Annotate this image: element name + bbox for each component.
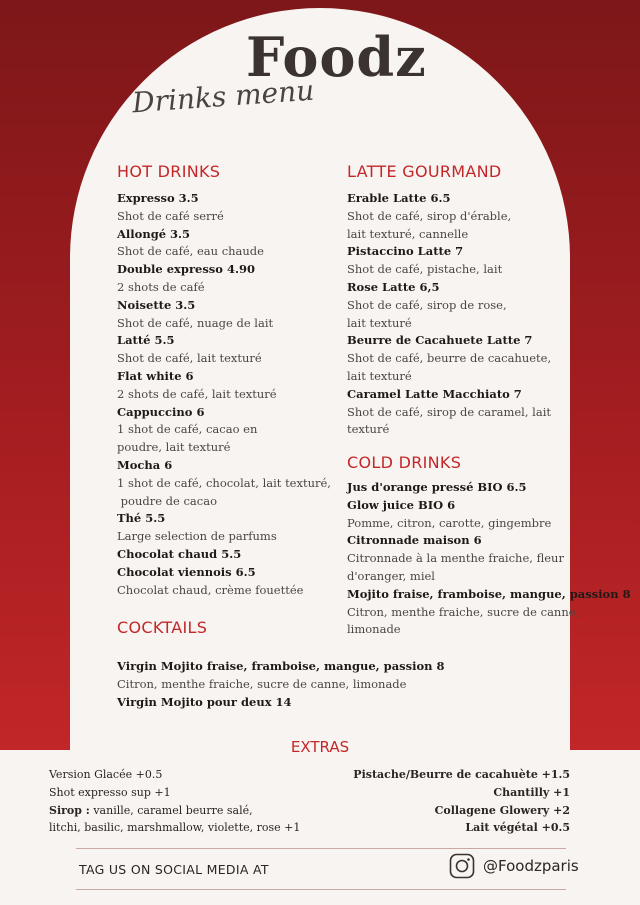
- menu-item-description: Shot de café serré: [117, 208, 224, 223]
- menu-item-name: Chocolat chaud 5.5: [117, 546, 242, 561]
- sirop-label: Sirop :: [49, 803, 90, 817]
- section-title-hot-drinks: HOT DRINKS: [117, 162, 221, 181]
- menu-item-name: Beurre de Cacahuete Latte 7: [347, 333, 533, 348]
- menu-item-description: Shot de café, sirop de rose,: [347, 297, 507, 312]
- menu-item-name: Expresso 3.5: [117, 191, 199, 205]
- menu-item-description: texturé: [347, 422, 390, 437]
- menu-item-name: Caramel Latte Macchiato 7: [347, 386, 522, 401]
- extras-left-list: [49, 766, 300, 837]
- menu-item-name: Cappuccino 6: [117, 404, 205, 419]
- menu-item-description: 1 shot de café, chocolat, lait texturé,: [117, 475, 331, 490]
- menu-item-name: Chocolat viennois 6.5: [117, 564, 256, 579]
- footer-top-divider: [76, 848, 566, 849]
- menu-item-description: Large selection de parfums: [117, 529, 277, 544]
- hot-drinks-list: [117, 190, 331, 599]
- menu-item-description: poudre de cacao: [117, 493, 218, 508]
- extra-item: [49, 802, 300, 820]
- menu-item-name: Mocha 6: [117, 457, 173, 472]
- menu-item-name: Mojito fraise, framboise, mangue, passion 8: [347, 586, 631, 601]
- menu-item-name: Pistaccino Latte 7: [347, 244, 464, 259]
- section-title-cocktails: COCKTAILS: [117, 618, 208, 637]
- menu-item-description: Shot de café, pistache, lait: [347, 262, 503, 277]
- extra-item: Shot expresso sup +1: [49, 785, 171, 799]
- extra-item: Chantilly +1: [493, 785, 570, 799]
- menu-item-description: 1 shot de café, cacao en: [117, 422, 258, 437]
- cocktails-list: [117, 658, 445, 711]
- menu-item-description: lait texturé: [347, 315, 412, 330]
- menu-item-name: Latté 5.5: [117, 333, 175, 348]
- menu-item-name: Thé 5.5: [117, 511, 166, 526]
- menu-item-name: Double expresso 4.90: [117, 262, 255, 277]
- menu-item-description: Shot de café, sirop d'érable,: [347, 208, 512, 223]
- menu-subtitle: Drinks menu: [131, 73, 316, 120]
- instagram-handle[interactable]: @Foodzparis: [483, 857, 579, 875]
- menu-item-description: Citron, menthe fraiche, sucre de canne,: [347, 604, 580, 619]
- cold-drinks-list: [347, 479, 631, 639]
- menu-item-description: Pomme, citron, carotte, gingembre: [347, 515, 552, 530]
- menu-item-description: lait texturé: [347, 368, 412, 383]
- menu-item-name: Glow juice BIO 6: [347, 497, 456, 512]
- menu-item-description: lait texturé, cannelle: [347, 226, 469, 241]
- extra-item: litchi, basilic, marshmallow, violette, rose +1: [49, 821, 301, 835]
- menu-item-description: Chocolat chaud, crème fouettée: [117, 582, 304, 597]
- social-tag-text: TAG US ON SOCIAL MEDIA AT: [79, 862, 269, 877]
- menu-item-description: Shot de café, sirop de caramel, lait: [347, 404, 552, 419]
- extra-item: Version Glacée +0.5: [49, 768, 163, 781]
- section-title-extras: EXTRAS: [290, 738, 350, 756]
- menu-item-name: Noisette 3.5: [117, 297, 196, 312]
- menu-item-description: Citronnade à la menthe fraiche, fleur: [347, 551, 564, 566]
- extra-item: Collagene Glowery +2: [434, 803, 570, 817]
- menu-item-description: 2 shots de café: [117, 279, 205, 294]
- menu-item-description: Citron, menthe fraiche, sucre de canne, limonade: [117, 676, 407, 691]
- menu-item-description: d'oranger, miel: [347, 568, 435, 583]
- menu-item-name: Jus d'orange pressé BIO 6.5: [347, 480, 527, 494]
- menu-item-name: Citronnade maison 6: [347, 533, 482, 548]
- instagram-icon[interactable]: [449, 853, 475, 879]
- menu-item-description: Shot de café, eau chaude: [117, 244, 264, 259]
- menu-item-description: Shot de café, lait texturé: [117, 351, 262, 366]
- menu-item-description: Shot de café, nuage de lait: [117, 315, 274, 330]
- menu-item-description: poudre, lait texturé: [117, 440, 231, 455]
- menu-item-description: limonade: [347, 622, 401, 637]
- menu-item-name: Virgin Mojito fraise, framboise, mangue, passion 8: [117, 659, 445, 673]
- section-title-latte-gourmand: LATTE GOURMAND: [347, 162, 502, 181]
- sirop-flavors: vanille, caramel beurre salé,: [89, 803, 253, 817]
- extra-item: Pistache/Beurre de cacahuète +1.5: [353, 768, 570, 781]
- brand-title: Foodz: [246, 25, 427, 89]
- footer-bottom-divider: [76, 889, 566, 890]
- menu-item-name: Erable Latte 6.5: [347, 191, 451, 205]
- menu-item-name: Rose Latte 6,5: [347, 279, 440, 294]
- extras-right-list: [353, 766, 570, 837]
- extra-item: Lait végétal +0.5: [465, 821, 570, 835]
- menu-item-name: Allongé 3.5: [117, 226, 191, 241]
- latte-gourmand-list: [347, 190, 551, 439]
- section-title-cold-drinks: COLD DRINKS: [347, 453, 462, 472]
- menu-item-name: Flat white 6: [117, 368, 194, 383]
- menu-item-name: Virgin Mojito pour deux 14: [117, 694, 292, 709]
- menu-item-description: Shot de café, beurre de cacahuete,: [347, 351, 552, 366]
- menu-item-description: 2 shots de café, lait texturé: [117, 386, 277, 401]
